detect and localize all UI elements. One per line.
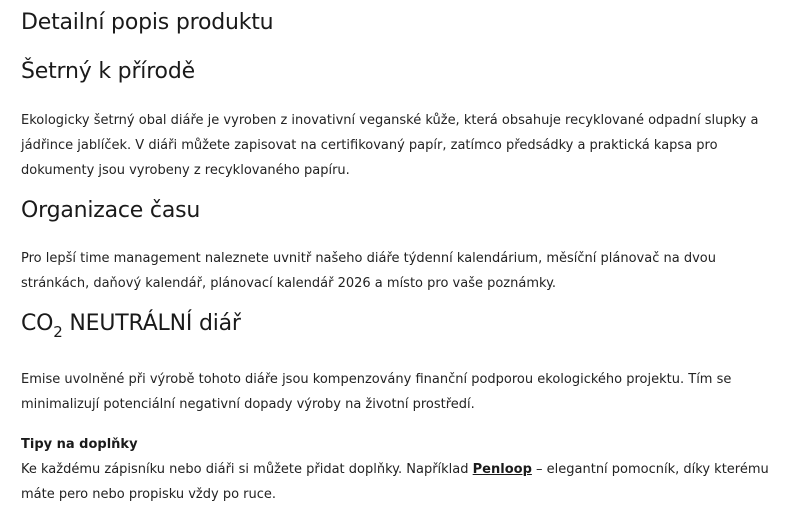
penloop-link[interactable]: Penloop (472, 462, 532, 477)
co2-suffix: NEUTRÁLNÍ diář (62, 311, 241, 336)
section-title-co2 (21, 309, 241, 339)
co2-prefix: CO (21, 311, 54, 336)
page-title: Detailní popis produktu (21, 10, 274, 35)
tips-text-after: – elegantní pomocník, díky kterému máte pero nebo propisku vždy po ruce. (21, 462, 769, 502)
section-title-time: Organizace času (21, 198, 201, 223)
section-title-eco: Šetrný k přírodě (21, 59, 195, 84)
section-text-eco: Ekologicky šetrný obal diáře je vyroben z inovativní veganské kůže, která obsahuje recyklované odpadní slupky a jádřince jablíček. V diáři můžete zapisovat na certifikovaný papír, zatímco předsádky a praktická kapsa pro dokumenty jsou vyrobeny z recyklovaného papíru. (21, 113, 759, 178)
tips-heading: Tipy na doplňky (21, 437, 138, 452)
tips-text (21, 457, 771, 507)
section-text-co2: Emise uvolněné při výrobě tohoto diáře jsou kompenzovány finanční podporou ekologického projektu. Tím se minimalizují potenciální negativní dopady výroby na životní prostředí. (21, 372, 732, 412)
section-text-time: Pro lepší time management naleznete uvnitř našeho diáře týdenní kalendárium, měsíční plánovač na dvou stránkách, daňový kalendář, plánovací kalendář 2026 a místo pro vaše poznámky. (21, 251, 716, 291)
tips-text-before: Ke každému zápisníku nebo diáři si můžete přidat doplňky. Například (21, 462, 473, 477)
co2-subscript: 2 (53, 323, 63, 341)
